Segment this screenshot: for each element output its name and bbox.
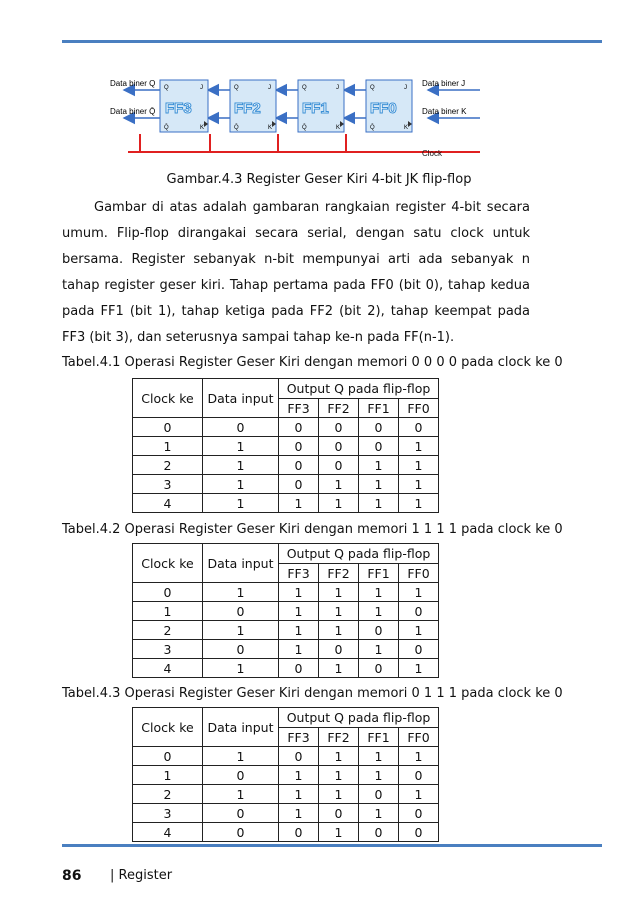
table-cell: 1: [203, 583, 279, 602]
table-cell: 0: [319, 418, 359, 437]
table-cell: 1: [203, 785, 279, 804]
table-cell: 1: [279, 621, 319, 640]
table-cell: 2: [133, 621, 203, 640]
header-data-input: Data input: [203, 708, 279, 747]
table-cell: 1: [359, 494, 399, 513]
table-cell: 0: [319, 804, 359, 823]
input-k-label: Data biner K: [422, 107, 467, 116]
svg-text:K: K: [404, 125, 409, 131]
table-cell: 1: [319, 621, 359, 640]
table-cell: 1: [279, 494, 319, 513]
svg-text:Q: Q: [370, 85, 375, 91]
table-cell: 1: [319, 494, 359, 513]
svg-text:J: J: [268, 85, 271, 91]
table-cell: 1: [359, 456, 399, 475]
shift-table-1: Clock ke Data input Output Q pada flip-flop FF3 FF2 FF1 FF0 0 0 0 0 0 0 1 1 0 0 0 1 2 1 0 0 1 1 3 1 0 1 1 1 4 1 1 1 1 1: [132, 378, 439, 513]
table-cell: 1: [399, 659, 439, 678]
footer-section: | Register: [110, 868, 173, 883]
table-cell: 1: [203, 494, 279, 513]
table-cell: 1: [399, 437, 439, 456]
table-cell: 1: [359, 747, 399, 766]
table-cell: 4: [133, 659, 203, 678]
table-cell: 0: [359, 437, 399, 456]
svg-text:J: J: [200, 85, 203, 91]
svg-text:K: K: [336, 125, 341, 131]
table-cell: 1: [279, 766, 319, 785]
table-cell: 0: [203, 602, 279, 621]
table-cell: 1: [319, 475, 359, 494]
table-row: [133, 766, 439, 785]
figure-caption: Gambar.4.3 Register Geser Kiri 4-bit JK flip-flop: [166, 172, 472, 187]
svg-text:Q̄: Q̄: [234, 125, 239, 131]
table-cell: 1: [319, 766, 359, 785]
clock-label: Clock: [422, 149, 443, 158]
svg-text:K: K: [200, 125, 205, 131]
table-cell: 0: [319, 640, 359, 659]
table-cell: 0: [399, 418, 439, 437]
table-cell: 1: [399, 583, 439, 602]
header-output: Output Q pada flip-flop: [279, 708, 439, 728]
table-cell: 1: [359, 640, 399, 659]
table-cell: 0: [319, 456, 359, 475]
ff0-label: FF0: [370, 100, 397, 117]
body-paragraph: Gambar di atas adalah gambaran rangkaian register 4-bit secara umum. Flip-flop dirangakai secara serial, dengan satu clock untuk bersama. Register sebanyak n-bit mempunyai arti ada sebanyak n tahap register geser kiri. Tahap pertama pada FF0 (bit 0), tahap kedua pada FF1 (bit 1), tahap ketiga pada FF2 (bit 2), tahap keempat pada FF3 (bit 3), dan seterusnya sampai tahap ke-n pada FF(n-1).: [62, 200, 530, 345]
table-cell: 1: [279, 583, 319, 602]
table-cell: 0: [133, 418, 203, 437]
table-cell: 1: [319, 747, 359, 766]
table-cell: 1: [359, 583, 399, 602]
page-number: 86: [62, 868, 82, 884]
table-cell: 0: [279, 747, 319, 766]
svg-text:J: J: [336, 85, 339, 91]
table-cell: 1: [319, 823, 359, 842]
table-row: [133, 494, 439, 513]
table-row: [133, 583, 439, 602]
svg-text:Q: Q: [302, 85, 307, 91]
table-row: [133, 747, 439, 766]
table-cell: 1: [203, 621, 279, 640]
shift-table-3: Clock ke Data input Output Q pada flip-flop FF3 FF2 FF1 FF0 0 1 0 1 1 1 1 0 1 1 1 0 2 1 1 1 0 1 3 0 1 0 1 0 4 0 0 1 0 0: [132, 707, 439, 842]
svg-text:Q̄: Q̄: [370, 125, 375, 131]
table-cell: 1: [399, 456, 439, 475]
output-q-label: Data biner Q: [110, 79, 156, 88]
flipflop-ff0: [366, 80, 412, 132]
svg-text:K: K: [268, 125, 273, 131]
shift-register-diagram: [100, 72, 510, 164]
table-cell: 1: [319, 785, 359, 804]
svg-text:Q: Q: [164, 85, 169, 91]
table-cell: 3: [133, 475, 203, 494]
ff2-label: FF2: [234, 100, 261, 117]
table-cell: 1: [203, 659, 279, 678]
flipflop-ff2: [230, 80, 276, 132]
table-cell: 0: [279, 418, 319, 437]
svg-text:Q: Q: [234, 85, 239, 91]
header-data-input: Data input: [203, 544, 279, 583]
table-cell: 1: [319, 659, 359, 678]
ff1-label: FF1: [302, 100, 329, 117]
table-cell: 0: [133, 583, 203, 602]
svg-text:J: J: [404, 85, 407, 91]
table-cell: 1: [359, 804, 399, 823]
table-cell: 0: [399, 823, 439, 842]
table-cell: 0: [279, 823, 319, 842]
ff3-label: FF3: [165, 100, 192, 117]
table-caption: Tabel.4.1 Operasi Register Geser Kiri dengan memori 0 0 0 0 pada clock ke 0: [62, 355, 563, 370]
table-row: [133, 437, 439, 456]
header-output: Output Q pada flip-flop: [279, 379, 439, 399]
table-cell: 0: [359, 418, 399, 437]
table-cell: 1: [399, 747, 439, 766]
table-cell: 1: [399, 785, 439, 804]
table-cell: 0: [399, 640, 439, 659]
table-cell: 0: [279, 475, 319, 494]
table-cell: 0: [399, 804, 439, 823]
table-cell: 0: [133, 747, 203, 766]
table-row: [133, 823, 439, 842]
table-row: [133, 602, 439, 621]
table-cell: 0: [399, 766, 439, 785]
table-cell: 1: [359, 602, 399, 621]
table-cell: 1: [279, 785, 319, 804]
table-row: [133, 621, 439, 640]
table-cell: 2: [133, 456, 203, 475]
table-cell: 1: [203, 475, 279, 494]
table-cell: 0: [203, 640, 279, 659]
header-clock: Clock ke: [133, 379, 203, 418]
table-caption: Tabel.4.3 Operasi Register Geser Kiri dengan memori 0 1 1 1 pada clock ke 0: [62, 686, 563, 701]
table-cell: 0: [359, 621, 399, 640]
table-cell: 1: [319, 583, 359, 602]
table-row: [133, 456, 439, 475]
table-cell: 0: [319, 437, 359, 456]
header-rule: [62, 40, 602, 43]
footer-rule: [62, 844, 602, 847]
table-cell: 0: [399, 602, 439, 621]
flipflop-ff3: [160, 80, 208, 132]
table-cell: 0: [279, 659, 319, 678]
table-row: [133, 785, 439, 804]
table-cell: 1: [133, 437, 203, 456]
svg-text:Q̄: Q̄: [302, 125, 307, 131]
svg-text:Q̄: Q̄: [164, 125, 169, 131]
table-cell: 1: [359, 766, 399, 785]
table-caption: Tabel.4.2 Operasi Register Geser Kiri dengan memori 1 1 1 1 pada clock ke 0: [62, 522, 563, 537]
table-row: [133, 418, 439, 437]
table-cell: 1: [399, 621, 439, 640]
table-cell: 1: [399, 494, 439, 513]
shift-table-2: Clock ke Data input Output Q pada flip-flop FF3 FF2 FF1 FF0 0 1 1 1 1 1 1 0 1 1 1 0 2 1 1 1 0 1 3 0 1 0 1 0 4 1 0 1 0 1: [132, 543, 439, 678]
table-cell: 0: [203, 766, 279, 785]
table-row: [133, 475, 439, 494]
flipflop-ff1: [298, 80, 344, 132]
table-cell: 0: [359, 659, 399, 678]
table-cell: 1: [133, 602, 203, 621]
table-row: [133, 640, 439, 659]
header-clock: Clock ke: [133, 708, 203, 747]
table-cell: 1: [359, 475, 399, 494]
table-cell: 1: [279, 640, 319, 659]
output-qbar-label: Data biner Q̄: [110, 107, 156, 116]
table-cell: 0: [359, 785, 399, 804]
table-cell: 4: [133, 494, 203, 513]
table-cell: 0: [203, 823, 279, 842]
table-cell: 3: [133, 804, 203, 823]
table-cell: 1: [203, 456, 279, 475]
table-cell: 0: [279, 456, 319, 475]
table-cell: 1: [279, 602, 319, 621]
table-cell: 3: [133, 640, 203, 659]
table-row: [133, 804, 439, 823]
table-cell: 1: [133, 766, 203, 785]
table-cell: 1: [203, 747, 279, 766]
table-cell: 0: [203, 418, 279, 437]
table-cell: 0: [203, 804, 279, 823]
table-cell: 1: [319, 602, 359, 621]
input-j-label: Data biner J: [422, 79, 466, 88]
table-cell: 2: [133, 785, 203, 804]
header-data-input: Data input: [203, 379, 279, 418]
header-output: Output Q pada flip-flop: [279, 544, 439, 564]
table-cell: 0: [279, 437, 319, 456]
table-row: [133, 659, 439, 678]
header-clock: Clock ke: [133, 544, 203, 583]
table-cell: 0: [359, 823, 399, 842]
table-cell: 4: [133, 823, 203, 842]
table-cell: 1: [399, 475, 439, 494]
table-cell: 1: [203, 437, 279, 456]
table-cell: 1: [279, 804, 319, 823]
